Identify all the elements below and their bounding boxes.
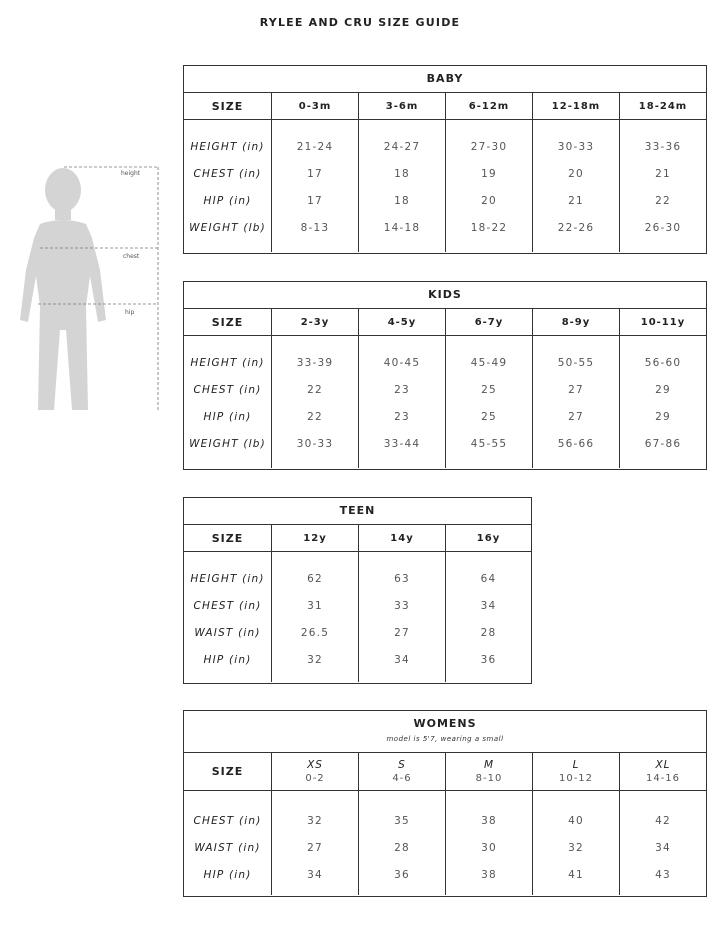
womens-cell: 38 <box>481 868 497 881</box>
baby-col-3 <box>532 120 619 252</box>
baby-size-4: 18-24m <box>619 93 706 119</box>
baby-label-column <box>184 120 271 252</box>
womens-col-0 <box>271 791 358 895</box>
baby-cell: 18 <box>394 194 410 207</box>
teen-cell: 64 <box>480 572 497 585</box>
child-silhouette-figure <box>0 160 170 420</box>
kids-cell: 29 <box>655 410 671 423</box>
child-silhouette <box>20 168 106 410</box>
kids-col-0 <box>271 336 358 468</box>
kids-cell: 30-33 <box>296 437 334 450</box>
womens-heading-block <box>184 711 706 753</box>
kids-cell: 22 <box>307 410 323 423</box>
womens-col-3 <box>532 791 619 895</box>
chest-guide-label: chest <box>123 253 140 260</box>
baby-size-table <box>183 65 707 254</box>
baby-cell: 27-30 <box>470 140 508 153</box>
womens-row-label: WAIST (in) <box>194 841 261 854</box>
baby-cell: 18-22 <box>470 221 508 234</box>
womens-size-table <box>183 710 707 897</box>
kids-cell: 27 <box>568 383 584 396</box>
womens-size-letter: M <box>483 758 495 771</box>
kids-cell: 33-44 <box>383 437 421 450</box>
womens-subheading: model is 5'7, wearing a small <box>386 735 504 743</box>
baby-cell: 20 <box>481 194 497 207</box>
kids-cell: 25 <box>481 410 497 423</box>
teen-cell: 62 <box>307 572 323 585</box>
womens-cell: 28 <box>394 841 410 854</box>
teen-size-table <box>183 497 532 684</box>
kids-size-3: 8-9y <box>532 309 619 335</box>
teen-col-0 <box>271 552 358 682</box>
baby-cell: 26-30 <box>644 221 682 234</box>
kids-cell: 50-55 <box>557 356 595 369</box>
teen-row-label: WAIST (in) <box>194 626 261 639</box>
kids-row-label: CHEST (in) <box>193 383 262 396</box>
kids-size-1: 4-5y <box>358 309 445 335</box>
baby-row-label: HIP (in) <box>203 194 252 207</box>
womens-size-range: 0-2 <box>305 772 325 784</box>
womens-cell: 42 <box>655 814 671 827</box>
kids-col-4 <box>619 336 706 468</box>
teen-size-2: 16y <box>445 525 531 551</box>
kids-row-label: HEIGHT (in) <box>190 356 265 369</box>
kids-cell: 45-55 <box>470 437 508 450</box>
teen-cell: 31 <box>307 599 323 612</box>
womens-cell: 27 <box>307 841 323 854</box>
baby-size-2: 6-12m <box>445 93 532 119</box>
womens-size-3 <box>532 753 619 790</box>
womens-size-row <box>184 753 706 791</box>
womens-cell: 41 <box>568 868 584 881</box>
kids-cell: 22 <box>307 383 323 396</box>
womens-label-column <box>184 791 271 895</box>
teen-size-1: 14y <box>358 525 445 551</box>
womens-row-label: HIP (in) <box>203 868 252 881</box>
womens-size-label: SIZE <box>211 765 244 778</box>
hip-guide-label: hip <box>125 309 135 316</box>
womens-cell: 38 <box>481 814 497 827</box>
kids-body <box>184 336 706 468</box>
womens-size-range: 8-10 <box>475 772 503 784</box>
teen-body <box>184 552 531 682</box>
womens-cell: 40 <box>568 814 584 827</box>
kids-cell: 33-39 <box>296 356 334 369</box>
kids-cell: 67-86 <box>644 437 682 450</box>
teen-row-label: CHEST (in) <box>193 599 262 612</box>
baby-cell: 17 <box>307 194 323 207</box>
womens-body <box>184 791 706 895</box>
kids-size-4: 10-11y <box>619 309 706 335</box>
kids-size-row <box>184 309 706 336</box>
baby-cell: 21-24 <box>296 140 334 153</box>
teen-row-label: HIP (in) <box>203 653 252 666</box>
teen-cell: 34 <box>394 653 410 666</box>
teen-heading: TEEN <box>184 498 531 525</box>
womens-cell: 43 <box>655 868 671 881</box>
womens-row-label: CHEST (in) <box>193 814 262 827</box>
kids-cell: 56-60 <box>644 356 682 369</box>
womens-size-letter: L <box>572 758 580 771</box>
kids-size-0: 2-3y <box>271 309 358 335</box>
baby-col-2 <box>445 120 532 252</box>
kids-cell: 29 <box>655 383 671 396</box>
baby-cell: 14-18 <box>383 221 421 234</box>
baby-size-1: 3-6m <box>358 93 445 119</box>
teen-size-0: 12y <box>271 525 358 551</box>
baby-cell: 19 <box>481 167 497 180</box>
womens-col-1 <box>358 791 445 895</box>
teen-size-label: SIZE <box>211 531 244 545</box>
kids-size-table <box>183 281 707 470</box>
teen-cell: 33 <box>394 599 410 612</box>
baby-col-1 <box>358 120 445 252</box>
baby-cell: 18 <box>394 167 410 180</box>
baby-cell: 20 <box>568 167 584 180</box>
baby-size-0: 0-3m <box>271 93 358 119</box>
baby-body <box>184 120 706 252</box>
baby-size-3: 12-18m <box>532 93 619 119</box>
kids-cell: 25 <box>481 383 497 396</box>
kids-cell: 56-66 <box>557 437 595 450</box>
womens-cell: 36 <box>394 868 410 881</box>
baby-row-label: CHEST (in) <box>193 167 262 180</box>
kids-col-3 <box>532 336 619 468</box>
teen-cell: 36 <box>480 653 497 666</box>
teen-cell: 26.5 <box>300 626 330 639</box>
teen-cell: 32 <box>307 653 323 666</box>
baby-col-4 <box>619 120 706 252</box>
teen-col-1 <box>358 552 445 682</box>
baby-cell: 8-13 <box>300 221 330 234</box>
teen-cell: 27 <box>394 626 410 639</box>
teen-size-row <box>184 525 531 552</box>
womens-size-2 <box>445 753 532 790</box>
kids-row-label: HIP (in) <box>203 410 252 423</box>
baby-cell: 24-27 <box>383 140 421 153</box>
womens-size-range: 4-6 <box>392 772 412 784</box>
womens-size-range: 10-12 <box>558 772 594 784</box>
womens-cell: 32 <box>307 814 323 827</box>
kids-size-2: 6-7y <box>445 309 532 335</box>
womens-size-letter: XS <box>307 758 323 771</box>
baby-cell: 21 <box>568 194 584 207</box>
womens-cell: 35 <box>394 814 410 827</box>
baby-size-label: SIZE <box>211 99 244 113</box>
baby-cell: 17 <box>307 167 323 180</box>
womens-size-4 <box>619 753 706 790</box>
kids-cell: 45-49 <box>470 356 508 369</box>
kids-cell: 23 <box>394 410 410 423</box>
baby-cell: 22 <box>655 194 671 207</box>
teen-col-2 <box>445 552 531 682</box>
womens-cell: 32 <box>568 841 584 854</box>
womens-cell: 34 <box>307 868 323 881</box>
baby-size-row <box>184 93 706 120</box>
womens-size-0 <box>271 753 358 790</box>
kids-label-column <box>184 336 271 468</box>
teen-cell: 34 <box>480 599 497 612</box>
baby-row-label: HEIGHT (in) <box>190 140 265 153</box>
womens-col-4 <box>619 791 706 895</box>
womens-col-2 <box>445 791 532 895</box>
baby-row-label: WEIGHT (lb) <box>189 221 266 234</box>
teen-cell: 28 <box>480 626 497 639</box>
baby-cell: 33-36 <box>644 140 682 153</box>
baby-cell: 22-26 <box>557 221 595 234</box>
kids-cell: 27 <box>568 410 584 423</box>
baby-col-0 <box>271 120 358 252</box>
height-guide-label: height <box>121 170 141 177</box>
page-title: RYLEE AND CRU SIZE GUIDE <box>259 16 461 29</box>
kids-cell: 40-45 <box>383 356 421 369</box>
womens-size-1 <box>358 753 445 790</box>
baby-cell: 30-33 <box>557 140 595 153</box>
kids-heading: KIDS <box>184 282 706 309</box>
womens-heading: WOMENS <box>413 717 477 730</box>
baby-cell: 21 <box>655 167 671 180</box>
teen-label-column <box>184 552 271 682</box>
kids-size-label: SIZE <box>211 315 244 329</box>
womens-size-letter: S <box>398 758 406 771</box>
teen-cell: 63 <box>394 572 410 585</box>
teen-row-label: HEIGHT (in) <box>190 572 265 585</box>
kids-row-label: WEIGHT (lb) <box>189 437 266 450</box>
womens-cell: 30 <box>481 841 497 854</box>
baby-heading: BABY <box>184 66 706 93</box>
womens-cell: 34 <box>655 841 671 854</box>
kids-cell: 23 <box>394 383 410 396</box>
kids-col-1 <box>358 336 445 468</box>
kids-col-2 <box>445 336 532 468</box>
womens-size-range: 14-16 <box>645 772 681 784</box>
womens-size-letter: XL <box>655 758 671 771</box>
